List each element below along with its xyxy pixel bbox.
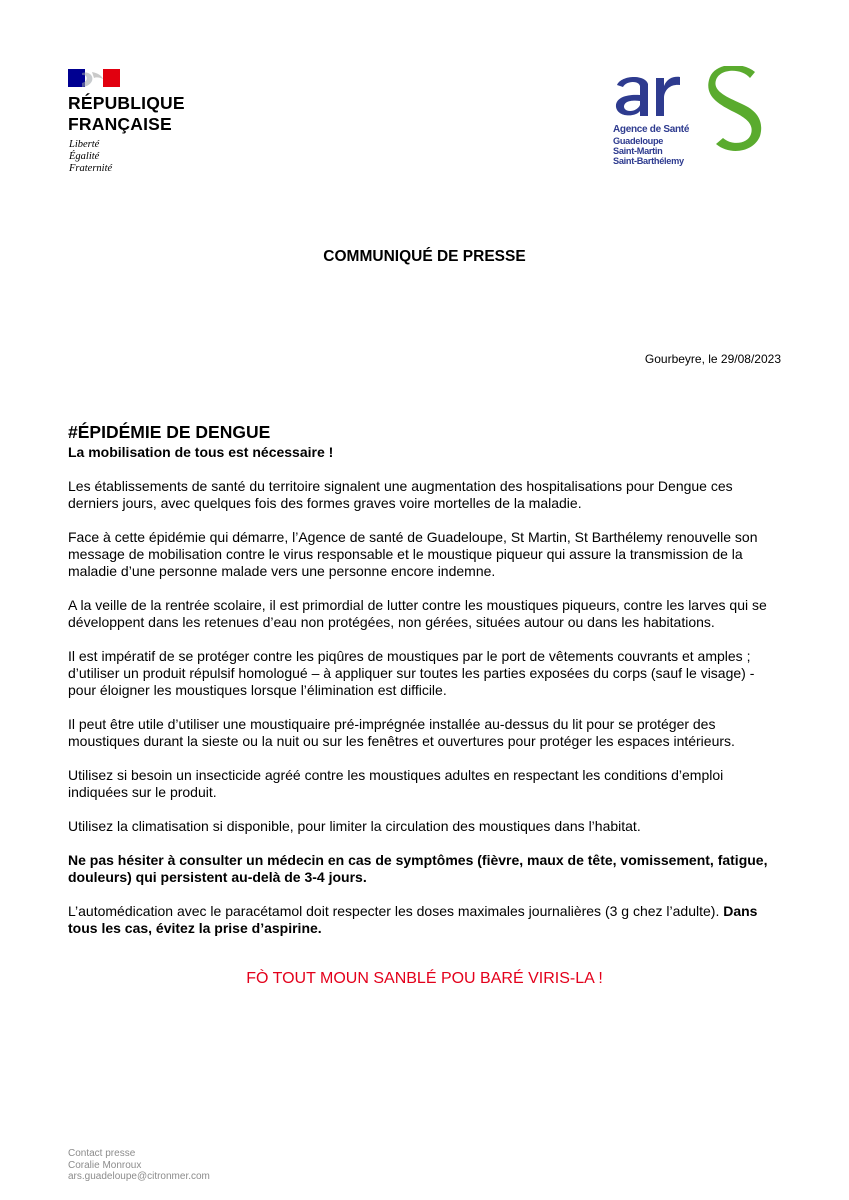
paragraph-doctor-advice: Ne pas hésiter à consulter un médecin en cas de symptômes (fièvre, maux de tête, vomissement, fatigue, douleurs) qui persistent au-delà de 3-4 jours. bbox=[68, 852, 768, 885]
ars-logo bbox=[612, 66, 772, 170]
rf-motto-liberte: Liberté bbox=[69, 139, 100, 150]
paragraph-4: Il est impératif de se protéger contre les piqûres de moustiques par le port de vêtements couvrants et amples ; d’utiliser un produit répulsif homologué – à appliquer sur toutes les parties exposées du corps (sauf le visage) - pour éloigner les moustiques lorsque l’élimination est difficile. bbox=[68, 648, 755, 698]
paragraph-7: Utilisez la climatisation si disponible, pour limiter la circulation des moustiques dans l’habitat. bbox=[68, 818, 641, 834]
heading: #ÉPIDÉMIE DE DENGUE bbox=[68, 422, 271, 442]
subheading: La mobilisation de tous est nécessaire ! bbox=[68, 444, 334, 460]
contact-label: Contact presse bbox=[68, 1148, 136, 1159]
rf-motto-egalite: Égalité bbox=[69, 151, 100, 162]
ars-region-guadeloupe: Guadeloupe bbox=[613, 136, 664, 146]
document-title: COMMUNIQUÉ DE PRESSE bbox=[323, 248, 526, 265]
contact-name: Coralie Monroux bbox=[68, 1159, 142, 1171]
document-date: Gourbeyre, le 29/08/2023 bbox=[644, 352, 781, 366]
ars-region-saint-martin: Saint-Martin bbox=[613, 146, 663, 156]
paragraph-3: A la veille de la rentrée scolaire, il est primordial de lutter contre les moustiques piqueurs, contre les larves qui se développent dans les retenues d’eau non protégées, non gérées, situées autour ou dans les habitations. bbox=[68, 597, 767, 630]
contact-email: ars.guadeloupe@citronmer.com bbox=[68, 1171, 210, 1182]
document-body bbox=[68, 423, 782, 937]
paragraph-self-medication bbox=[68, 903, 782, 937]
paragraph-2: Face à cette épidémie qui démarre, l’Agence de santé de Guadeloupe, St Martin, St Barthélemy renouvelle son message de mobilisation contre le virus responsable et le moustique piqueur qui assure la transmission de la maladie d’une personne malade vers une personne encore indemne. bbox=[68, 529, 758, 579]
rf-name-line1: RÉPUBLIQUE bbox=[68, 93, 185, 113]
press-contact bbox=[68, 1148, 210, 1183]
ars-region-saint-barthelemy: Saint-Barthélemy bbox=[613, 156, 684, 166]
paragraph-1: Les établissements de santé du territoire signalent une augmentation des hospitalisations pour Dengue ces derniers jours, avec quelques fois des formes graves voire mortelles de la maladie. bbox=[68, 478, 733, 511]
aspirin-warning: Dans tous les cas, évitez la prise d’aspirine. bbox=[68, 903, 758, 936]
rf-motto-fraternite: Fraternité bbox=[69, 163, 113, 174]
rf-motto bbox=[69, 139, 112, 175]
self-medication-text: L’automédication avec le paracétamol doit respecter les doses maximales journalières (3 g chez l’adulte). bbox=[68, 903, 724, 919]
marianne-flag-icon bbox=[68, 69, 120, 87]
ars-tagline: Agence de Santé bbox=[613, 124, 690, 135]
paragraph-5: Il peut être utile d’utiliser une moustiquaire pré-imprégnée installée au-dessus du lit pour se protéger des moustiques durant la sieste ou la nuit ou sur les fenêtres et ouvertures pour protéger les espaces intérieurs. bbox=[68, 716, 735, 749]
ars-regions bbox=[613, 136, 684, 166]
creole-slogan: FÒ TOUT MOUN SANBLÉ POU BARÉ VIRIS-LA ! bbox=[246, 970, 603, 987]
rf-name-line2: FRANÇAISE bbox=[68, 114, 172, 134]
paragraph-6: Utilisez si besoin un insecticide agréé contre les moustiques adultes en respectant les conditions d’emploi indiquées sur le produit. bbox=[68, 767, 724, 800]
rf-name bbox=[68, 93, 185, 135]
